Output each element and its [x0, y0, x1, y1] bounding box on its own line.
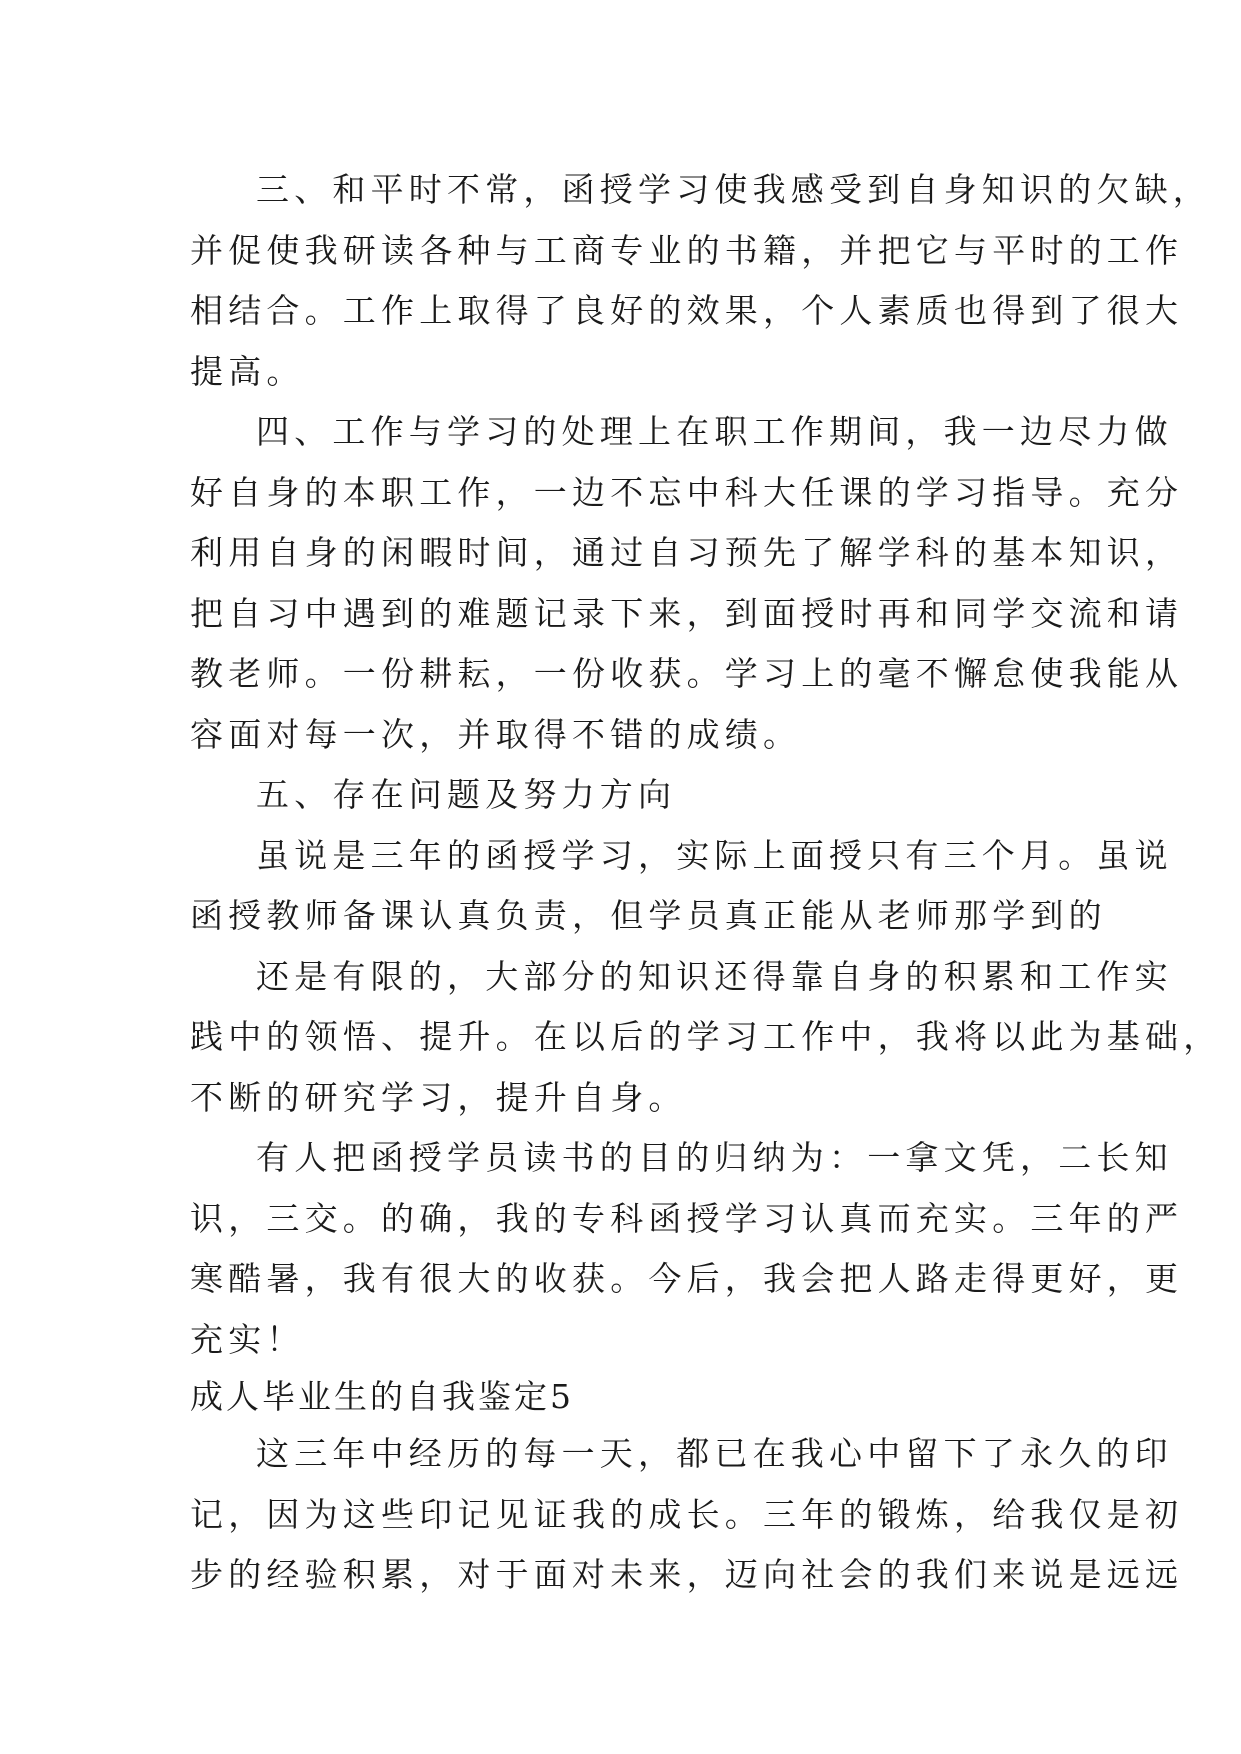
paragraph-conclusion — [190, 1128, 1184, 1370]
text-line: 并促使我研读各种与工商专业的书籍，并把它与平时的工作 — [190, 230, 1184, 270]
section-heading: 成人毕业生的自我鉴定5 — [190, 1377, 574, 1416]
text-line: 记，因为这些印记见证我的成长。三年的锻炼，给我仅是初 — [190, 1494, 1184, 1534]
text-line: 步的经验积累，对于面对未来，迈向社会的我们来说是远远 — [190, 1555, 1184, 1594]
paragraph-5-heading — [190, 765, 1050, 826]
text-line: 有人把函授学员读书的目的归纳为：一拿文凭，二长知 — [256, 1138, 1173, 1177]
text-line: 践中的领悟、提升。在以后的学习工作中，我将以此为基础， — [190, 1017, 1222, 1056]
text-line: 提高。 — [190, 351, 305, 391]
text-line: 函授教师备课认真负责，但学员真正能从老师那学到的 — [190, 896, 1107, 935]
text-line: 还是有限的，大部分的知识还得靠自身的积累和工作实 — [256, 956, 1173, 996]
text-line: 识，三交。的确，我的专科函授学习认真而充实。三年的严 — [190, 1198, 1184, 1238]
text-line: 好自身的本职工作，一边不忘中科大任课的学习指导。充分 — [190, 472, 1184, 512]
text-line: 相结合。工作上取得了良好的效果，个人素质也得到了很大 — [190, 291, 1184, 330]
paragraph-problems — [190, 826, 1173, 947]
text-line: 不断的研究学习，提升自身。 — [190, 1077, 687, 1117]
text-line: 虽说是三年的函授学习，实际上面授只有三个月。虽说 — [256, 835, 1173, 875]
text-line: 利用自身的闲暇时间，通过自习预先了解学科的基本知识， — [190, 533, 1184, 572]
text-line: 把自习中遇到的难题记录下来，到面授时再和同学交流和请 — [190, 593, 1184, 633]
text-line: 充实！ — [190, 1319, 305, 1359]
text-line: 四、工作与学习的处理上在职工作期间，我一边尽力做 — [256, 412, 1173, 451]
paragraph-3 — [190, 160, 1211, 402]
paragraph-closing — [190, 1424, 1184, 1606]
paragraph-limits — [190, 947, 1222, 1129]
text-line: 三、和平时不常，函授学习使我感受到自身知识的欠缺， — [256, 170, 1211, 209]
document-body — [190, 160, 1222, 1606]
text-line: 这三年中经历的每一天，都已在我心中留下了永久的印 — [256, 1434, 1173, 1473]
text-line: 容面对每一次，并取得不错的成绩。 — [190, 714, 802, 754]
text-line: 五、存在问题及努力方向 — [256, 775, 677, 814]
text-line: 寒酷暑，我有很大的收获。今后，我会把人路走得更好，更 — [190, 1259, 1184, 1298]
text-line: 教老师。一份耕耘，一份收获。学习上的毫不懈怠使我能从 — [190, 654, 1184, 693]
paragraph-4 — [190, 402, 1184, 765]
